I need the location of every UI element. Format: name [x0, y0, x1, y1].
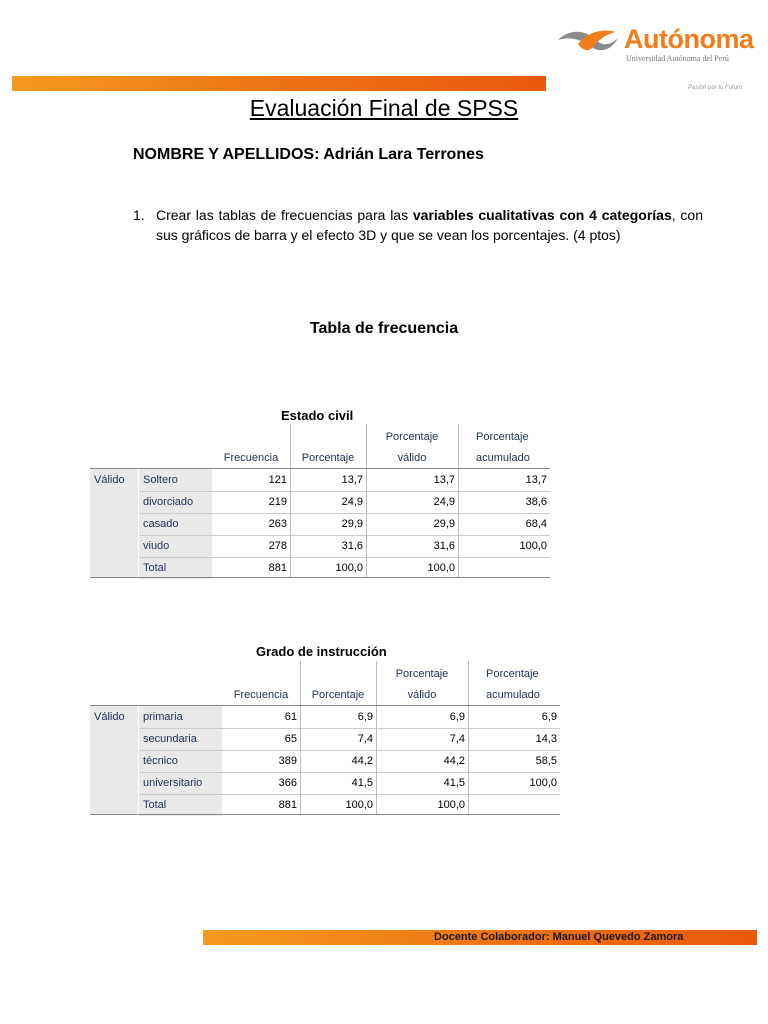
cell-porcentaje-valido: 41,5 [443, 777, 465, 789]
cell-porcentaje-acumulado: 14,3 [535, 733, 557, 745]
cell-porcentaje: 100,0 [345, 799, 373, 811]
table-caption: Estado civil [281, 408, 354, 423]
cell-frecuencia: 219 [268, 496, 287, 508]
cell-porcentaje-acumulado [468, 794, 560, 816]
question-text-part: Crear las tablas de frecuencias para las [156, 207, 413, 223]
col-header-porcentaje-acumulado-2: acumulado [486, 689, 540, 701]
row-rule [139, 794, 560, 795]
cell-porcentaje: 6,9 [357, 711, 373, 723]
question-text-bold: variables cualitativas con 4 categorías [412, 207, 672, 223]
cell-porcentaje-acumulado [458, 557, 550, 579]
document-title: Evaluación Final de SPSS [249, 95, 519, 121]
cell-frecuencia: 263 [268, 518, 287, 530]
col-header-porcentaje-valido-1: Porcentaje [395, 668, 449, 680]
col-header-porcentaje-acumulado-1: Porcentaje [476, 431, 529, 443]
header-divider [376, 661, 377, 705]
row-group-label: Válido [90, 706, 138, 814]
university-logo [556, 24, 756, 74]
col-header-porcentaje: Porcentaje [301, 452, 355, 464]
col-divider [376, 706, 377, 814]
swoosh-logo-icon [556, 24, 620, 58]
header-divider [468, 661, 469, 705]
question-text [156, 205, 703, 245]
slogan: Pasión por tu Futuro [688, 85, 743, 91]
row-label: técnico [139, 750, 222, 772]
row-rule [139, 750, 560, 751]
header-orange-bar [12, 76, 546, 91]
cell-porcentaje: 31,6 [341, 540, 363, 552]
cell-frecuencia: 65 [284, 733, 297, 745]
row-label: Total [139, 794, 222, 816]
col-header-frecuencia: Frecuencia [233, 689, 289, 701]
cell-porcentaje-valido: 7,4 [449, 733, 465, 745]
table-bottom-rule [90, 814, 560, 815]
row-label: viudo [139, 535, 212, 557]
logo-subtitle: Universidad Autónoma del Perú [626, 54, 729, 63]
question-text-part: , con sus gráficos de barra y el efecto 3D y que se vean los porcentajes. (4 ptos) [156, 207, 704, 243]
header-divider [290, 424, 291, 468]
cell-porcentaje-valido: 24,9 [433, 496, 455, 508]
col-header-porcentaje-valido-2: válido [397, 452, 427, 464]
cell-porcentaje: 44,2 [351, 755, 373, 767]
row-label: universitario [139, 772, 222, 794]
col-divider [458, 469, 459, 577]
row-label: primaria [139, 706, 222, 728]
row-rule [139, 535, 550, 536]
cell-porcentaje: 7,4 [357, 733, 373, 745]
cell-porcentaje-acumulado: 68,4 [525, 518, 547, 530]
col-divider [468, 706, 469, 814]
header-divider [458, 424, 459, 468]
row-label: Soltero [139, 469, 212, 491]
cell-porcentaje-valido: 31,6 [433, 540, 455, 552]
cell-frecuencia: 278 [268, 540, 287, 552]
cell-porcentaje-acumulado: 13,7 [525, 474, 547, 486]
row-rule [139, 513, 550, 514]
row-rule [139, 557, 550, 558]
row-group-label: Válido [90, 469, 138, 577]
col-divider [366, 469, 367, 577]
question-number: 1. [133, 207, 145, 223]
cell-porcentaje-acumulado: 100,0 [529, 777, 557, 789]
cell-frecuencia: 881 [268, 562, 287, 574]
row-label: secundaria [139, 728, 222, 750]
cell-porcentaje-acumulado: 6,9 [541, 711, 557, 723]
col-header-porcentaje: Porcentaje [311, 689, 365, 701]
cell-porcentaje-valido: 44,2 [443, 755, 465, 767]
cell-porcentaje: 41,5 [351, 777, 373, 789]
cell-frecuencia: 366 [278, 777, 297, 789]
cell-porcentaje: 29,9 [341, 518, 363, 530]
cell-porcentaje: 24,9 [341, 496, 363, 508]
header-divider [300, 661, 301, 705]
question-1 [133, 205, 703, 245]
col-header-porcentaje-acumulado-2: acumulado [476, 452, 530, 464]
col-divider [300, 706, 301, 814]
cell-porcentaje: 13,7 [341, 474, 363, 486]
footer-instructor: Docente Colaborador: Manuel Quevedo Zamora [434, 931, 684, 943]
table-caption: Grado de instrucción [256, 644, 387, 659]
cell-porcentaje-acumulado: 100,0 [519, 540, 547, 552]
cell-porcentaje-valido: 100,0 [437, 799, 465, 811]
header-divider [366, 424, 367, 468]
cell-frecuencia: 881 [278, 799, 297, 811]
section-heading: Tabla de frecuencia [309, 320, 459, 337]
col-header-porcentaje-acumulado-1: Porcentaje [486, 668, 539, 680]
cell-porcentaje: 100,0 [335, 562, 363, 574]
cell-porcentaje-valido: 13,7 [433, 474, 455, 486]
cell-frecuencia: 389 [278, 755, 297, 767]
cell-porcentaje-acumulado: 58,5 [535, 755, 557, 767]
row-label: casado [139, 513, 212, 535]
student-name: NOMBRE Y APELLIDOS: Adrián Lara Terrones [133, 146, 484, 163]
row-rule [139, 772, 560, 773]
cell-porcentaje-valido: 29,9 [433, 518, 455, 530]
row-rule [139, 728, 560, 729]
cell-frecuencia: 121 [268, 474, 287, 486]
table-bottom-rule [90, 577, 550, 578]
col-header-porcentaje-valido-2: válido [407, 689, 437, 701]
col-divider [290, 469, 291, 577]
row-label: divorciado [139, 491, 212, 513]
col-header-frecuencia: Frecuencia [223, 452, 279, 464]
cell-porcentaje-valido: 6,9 [449, 711, 465, 723]
row-rule [139, 491, 550, 492]
logo-name: Autónoma [624, 24, 754, 54]
cell-frecuencia: 61 [284, 711, 297, 723]
cell-porcentaje-acumulado: 38,6 [525, 496, 547, 508]
row-label: Total [139, 557, 212, 579]
cell-porcentaje-valido: 100,0 [427, 562, 455, 574]
col-header-porcentaje-valido-1: Porcentaje [385, 431, 439, 443]
